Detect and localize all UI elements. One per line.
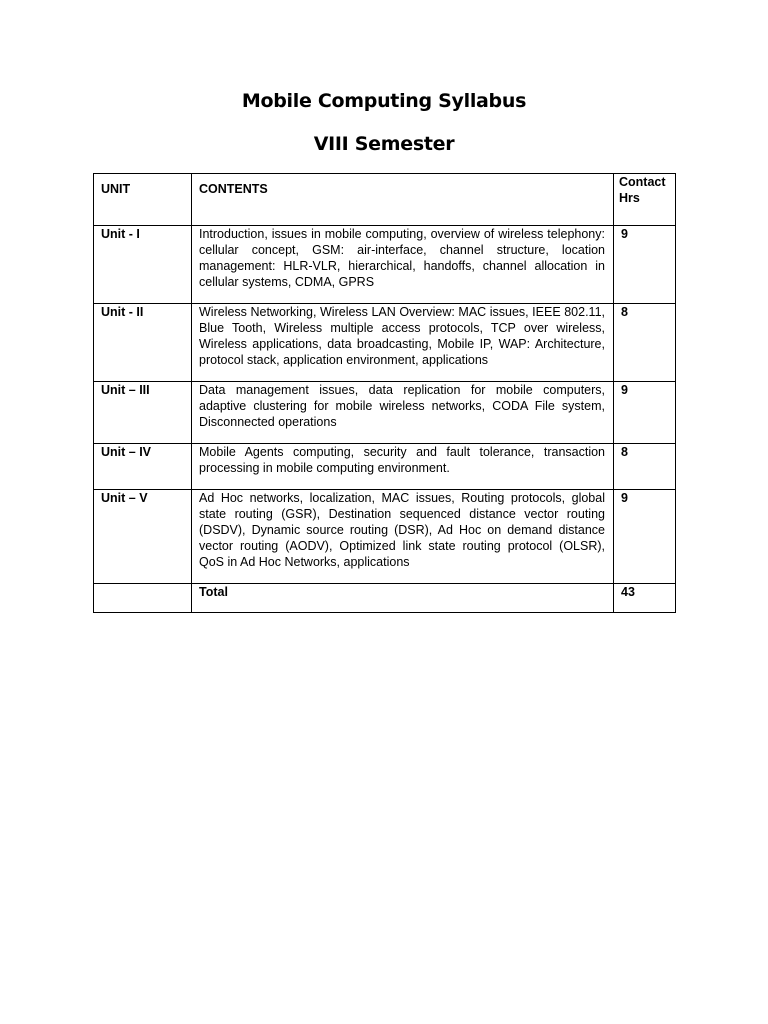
unit-label: Unit – IV (94, 444, 192, 490)
unit-label: Unit – III (94, 382, 192, 444)
document-title: Mobile Computing Syllabus (241, 90, 527, 112)
header-contents: CONTENTS (192, 174, 614, 226)
document-subtitle: VIII Semester (313, 133, 455, 155)
unit-hours: 8 (614, 444, 676, 490)
unit-contents: Mobile Agents computing, security and fault tolerance, transaction processing in mobile computing environment. (192, 444, 614, 490)
table-row (94, 490, 676, 584)
unit-label: Unit - I (94, 226, 192, 304)
total-label: Total (192, 584, 614, 613)
table-row (94, 444, 676, 490)
unit-hours: 9 (614, 490, 676, 584)
unit-label: Unit – V (94, 490, 192, 584)
total-row (94, 584, 676, 613)
table-row (94, 226, 676, 304)
table-header-row (94, 174, 676, 226)
syllabus-table (93, 173, 676, 613)
header-contact-hrs: Contact Hrs (614, 174, 676, 226)
unit-contents: Introduction, issues in mobile computing, overview of wireless telephony: cellular concept, GSM: air-interface, channel structure, location management: HLR-VLR, hierarchical, handoffs, channel allocation in cellular systems, CDMA, GPRS (192, 226, 614, 304)
unit-label: Unit - II (94, 304, 192, 382)
unit-contents: Ad Hoc networks, localization, MAC issues, Routing protocols, global state routing (GSR), Destination sequenced distance vector routing (DSDV), Dynamic source routing (DSR), Ad Hoc on demand distance vector routing (AODV), Optimized link state routing protocol (OLSR), QoS in Ad Hoc Networks, applications (192, 490, 614, 584)
unit-hours: 8 (614, 304, 676, 382)
header-unit: UNIT (94, 174, 192, 226)
total-empty-cell (94, 584, 192, 613)
unit-hours: 9 (614, 226, 676, 304)
table-row (94, 304, 676, 382)
table-row (94, 382, 676, 444)
unit-contents: Data management issues, data replication for mobile computers, adaptive clustering for mobile wireless networks, CODA File system, Disconnected operations (192, 382, 614, 444)
total-hours: 43 (614, 584, 676, 613)
unit-contents: Wireless Networking, Wireless LAN Overview: MAC issues, IEEE 802.11, Blue Tooth, Wireless multiple access protocols, TCP over wireless, Wireless applications, data broadcasting, Mobile IP, WAP: Architecture, protocol stack, application environment, applications (192, 304, 614, 382)
unit-hours: 9 (614, 382, 676, 444)
